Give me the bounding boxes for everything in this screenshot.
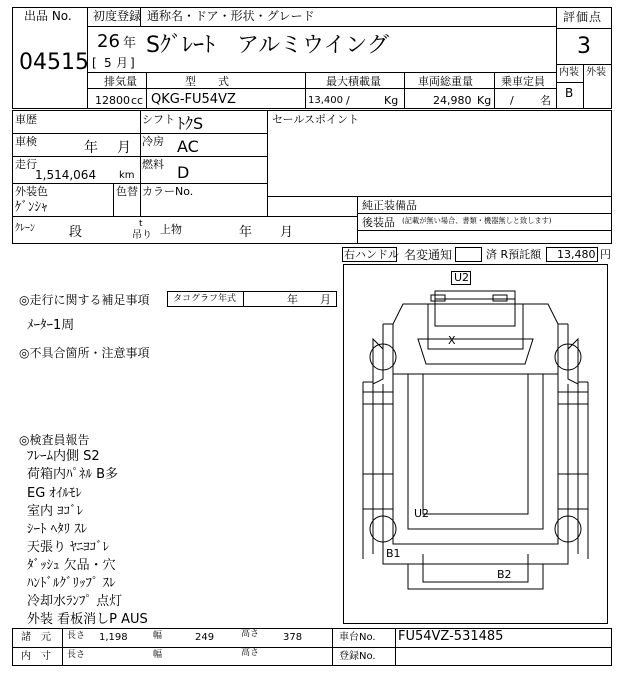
- first-reg-month-unit: 月: [116, 56, 129, 70]
- aftermarket-note: (記載が無い場合、書類・機器無しと致します): [402, 217, 552, 226]
- steering-value: 右ハンドル: [344, 248, 399, 261]
- bracket-open: [: [92, 56, 97, 70]
- interior-label: 内装: [559, 67, 579, 78]
- capacity-label: 乗車定員: [501, 75, 545, 88]
- crane-stage: 段: [69, 225, 83, 240]
- gate-month: 月: [280, 225, 294, 240]
- displacement-value: 12800: [95, 94, 130, 107]
- gross-weight-value: 24,980: [433, 94, 472, 107]
- supplement-title: ◎走行に関する補足事項: [19, 293, 150, 307]
- displacement-label: 排気量: [104, 75, 137, 88]
- inspector-item: ﾊﾝﾄﾞﾙｸﾞﾘｯﾌﾟ ｽﾚ: [27, 576, 116, 591]
- dims-label: 諸 元: [21, 632, 51, 643]
- chassis-label: 車台No.: [339, 632, 376, 643]
- supplement-text: ﾒｰﾀｰ1周: [27, 318, 75, 333]
- reg-label: 登録No.: [339, 651, 376, 662]
- chassis-value: FU54VZ-531485: [398, 629, 504, 644]
- cargo-width-label: 幅: [153, 650, 163, 660]
- inspector-item: 荷箱内ﾊﾟﾈﾙ B多: [27, 467, 119, 482]
- tax-value: 13,480: [557, 248, 596, 261]
- equipment-label: 純正装備品: [362, 199, 417, 212]
- inspector-item: 室内 ﾖｺﾞﾚ: [27, 504, 84, 519]
- displacement-unit: cc: [131, 94, 144, 107]
- model-value: QKG-FU54VZ: [151, 92, 236, 107]
- ext-color-value: ｹﾞﾝｼｬ: [15, 200, 48, 215]
- exterior-label: 外装: [586, 67, 606, 78]
- shift-value: ﾄｸS: [177, 114, 204, 133]
- tacho-year: 年: [287, 293, 298, 306]
- truck-diagram: [343, 264, 608, 624]
- gross-weight-label: 車両総重量: [418, 75, 473, 88]
- cargo-height-label: 高さ: [241, 648, 260, 658]
- inspector-item: 天張り ﾔﾆﾖｺﾞﾚ: [27, 540, 110, 555]
- car-name: Sｸﾞﾚｰﾄ アルミウイング: [146, 33, 389, 58]
- name-change-label: 名変通知: [404, 248, 453, 262]
- name-label: 通称名・ドア・形状・グレード: [147, 9, 315, 23]
- cargo-length-label: 長さ: [67, 650, 86, 660]
- crane-ton: t: [139, 219, 143, 229]
- max-load-value: 13,400: [308, 95, 343, 106]
- length-value: 1,198: [99, 632, 128, 643]
- width-label: 幅: [153, 631, 163, 641]
- ext-color-label: 外装色: [15, 185, 48, 198]
- history-label: 車歴: [15, 113, 37, 126]
- gate-label: 上物: [160, 223, 182, 236]
- gate-year: 年: [239, 225, 253, 240]
- inspector-item: EG ｵｲﾙﾓﾚ: [27, 486, 82, 501]
- fuel-value: D: [177, 163, 190, 182]
- max-load-unit: Kg: [384, 94, 399, 107]
- first-reg-month: 5: [104, 56, 112, 70]
- aftermarket-label: 後装品: [362, 216, 395, 229]
- inspector-item: 冷却水ﾗﾝﾌﾟ 点灯: [27, 594, 123, 609]
- capacity-slash: /: [510, 94, 514, 107]
- inspector-item: ﾀﾞｯｼｭ 欠品・穴: [27, 558, 116, 573]
- tacho-month: 月: [320, 293, 331, 306]
- max-load-slash: /: [346, 94, 350, 107]
- tax-label: 済 R預託額: [486, 248, 542, 261]
- height-value: 378: [283, 632, 303, 643]
- model-label: 型 式: [185, 75, 229, 88]
- grade-label: 評価点: [563, 10, 603, 24]
- aircon-label: 冷房: [142, 135, 164, 148]
- width-value: 249: [195, 632, 215, 643]
- capacity-unit: 名: [540, 94, 551, 107]
- diagram-mark-top: U2: [454, 271, 470, 284]
- diagram-mark-side: U2: [414, 507, 430, 520]
- tacho-label: タコグラフ年式: [173, 294, 237, 304]
- mileage-unit: km: [119, 170, 135, 181]
- length-label: 長さ: [67, 631, 86, 641]
- diagram-mark-b2: B2: [497, 568, 512, 581]
- inspector-item: ｼｰﾄ ﾍﾀﾘ ｽﾚ: [27, 522, 88, 537]
- sales-point-label: セールスポイント: [272, 113, 360, 126]
- crane-label: ｸﾚｰﾝ: [15, 223, 35, 234]
- lot-no-label: 出品 No.: [24, 9, 72, 23]
- inspector-item: 外装 看板消しP AUS: [27, 612, 148, 627]
- inspection-month: 月: [117, 140, 131, 156]
- cargo-label: 内 寸: [21, 651, 51, 662]
- inspection-year: 年: [84, 140, 98, 156]
- tax-yen: 円: [600, 248, 611, 261]
- fuel-label: 燃料: [142, 158, 164, 171]
- crane-hang: 吊り: [132, 230, 152, 241]
- lot-number: 04515: [19, 50, 89, 75]
- mileage-value: 1,514,064: [35, 168, 97, 182]
- name-change-box: [455, 247, 482, 262]
- defect-title: ◎不具合箇所・注意事項: [19, 346, 150, 360]
- interior-grade: B: [565, 86, 574, 100]
- inspection-label: 車検: [15, 135, 37, 148]
- first-reg-year: 26: [97, 31, 120, 52]
- gross-weight-unit: Kg: [477, 94, 492, 107]
- mileage-label: 走行: [15, 158, 37, 171]
- first-reg-label: 初度登録: [93, 9, 142, 23]
- shift-label: シフト: [142, 113, 175, 126]
- inspector-item: ﾌﾚｰﾑ内側 S2: [27, 449, 100, 464]
- max-load-label: 最大積載量: [326, 75, 381, 88]
- color-no-label: カラーNo.: [142, 185, 194, 198]
- color-change-label: 色替: [116, 185, 138, 198]
- inspector-title: ◎検査員報告: [19, 433, 90, 447]
- bracket-close: ]: [130, 56, 135, 70]
- height-label: 高さ: [241, 629, 260, 639]
- grade-value: 3: [577, 34, 591, 59]
- diagram-mark-b1: B1: [386, 547, 401, 560]
- diagram-mark-x: X: [448, 334, 456, 347]
- first-reg-year-unit: 年: [123, 36, 137, 51]
- aircon-value: AC: [177, 137, 199, 156]
